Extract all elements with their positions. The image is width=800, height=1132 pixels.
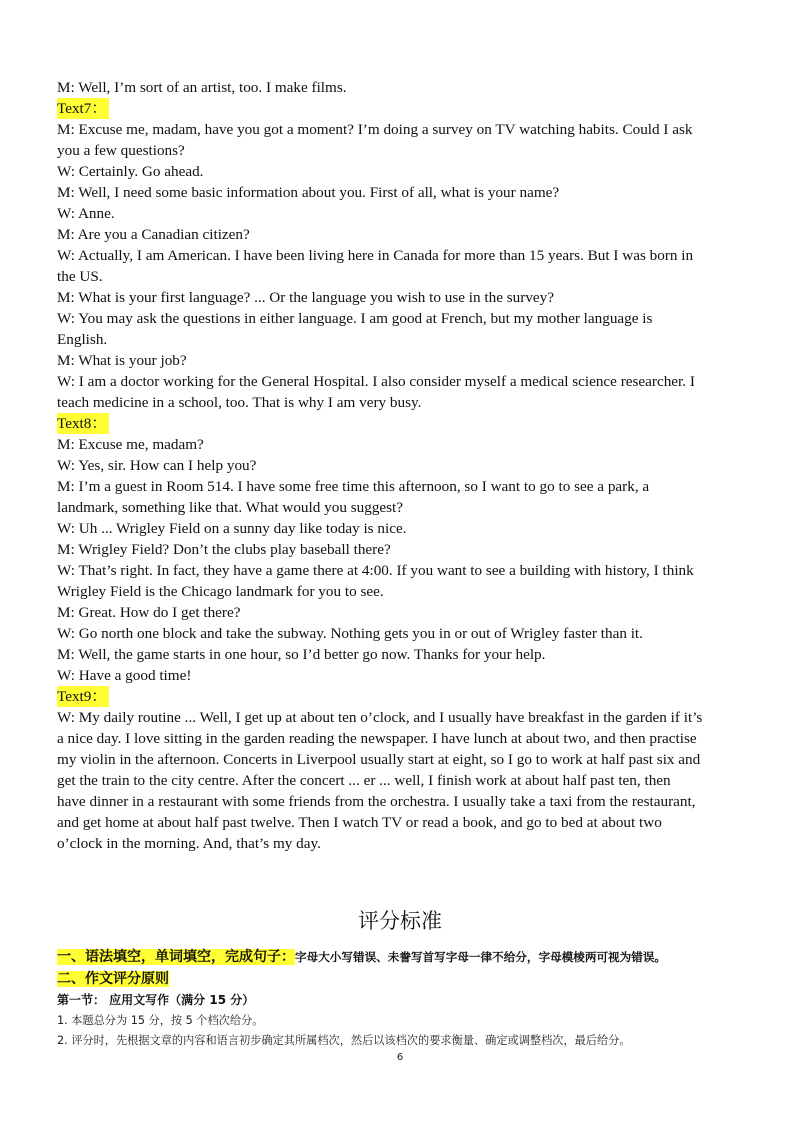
transcript-line: W: Go north one block and take the subway. Nothing gets you in or out of Wrigley faster than it. [57,625,643,642]
transcript-line: W: Certainly. Go ahead. [57,163,204,180]
transcript-line: M: Excuse me, madam, have you got a moment? I’m doing a survey on TV watching habits. Could I ask [57,121,693,138]
scoring-item-2: 2. 评分时，先根据文章的内容和语言初步确定其所属档次，然后以该档次的要求衡量、确定或调整档次，最后给分。 [57,1034,631,1047]
section1-row [57,945,757,967]
section-label-line [57,686,757,707]
section-label-line [57,413,757,434]
transcript-line: o’clock in the morning. And, that’s my day. [57,835,321,852]
transcript-line: English. [57,331,108,348]
transcript-line: and get home at about half past twelve. Then I watch TV or read a book, and go to bed at about two [57,814,662,831]
transcript-line: M: Well, I’m sort of an artist, too. I make films. [57,79,347,96]
transcript-line: a nice day. I love sitting in the garden reading the newspaper. I have lunch at about two, and then practise [57,730,697,747]
section-label-line [57,98,757,119]
transcript-line: M: What is your first language? ... Or the language you wish to use in the survey? [57,289,554,306]
transcript-line: W: I am a doctor working for the General Hospital. I also consider myself a medical science researcher. I [57,373,695,390]
scoring-item-1: 1. 本题总分为 15 分，按 5 个档次给分。 [57,1014,264,1027]
transcript-line: you a few questions? [57,142,185,159]
transcript-line: W: Uh ... Wrigley Field on a sunny day like today is nice. [57,520,407,537]
transcript-line: M: What is your job? [57,352,187,369]
transcript-line: M: Well, the game starts in one hour, so I’d better go now. Thanks for your help. [57,646,546,663]
transcript-line: M: I’m a guest in Room 514. I have some free time this afternoon, so I want to go to see a park, a [57,478,650,495]
transcript-line: W: You may ask the questions in either language. I am good at French, but my mother language is [57,310,653,327]
transcript-line: M: Excuse me, madam? [57,436,204,453]
transcript-line: W: Anne. [57,205,115,222]
transcript-line: M: Wrigley Field? Don’t the clubs play baseball there? [57,541,391,558]
transcript-line: W: Have a good time! [57,667,192,684]
transcript-line: M: Well, I need some basic information about you. First of all, what is your name? [57,184,560,201]
scoring-section [57,945,757,1051]
transcript-line: M: Are you a Canadian citizen? [57,226,250,243]
section2-row [57,967,757,989]
scoring-title: 评分标准 [358,909,442,933]
text-section-label: Text8： [57,415,107,432]
transcript-line: my violin in the afternoon. Concerts in Liverpool usually start at eight, so I go to work at half past six and [57,751,701,768]
transcript-line: M: Great. How do I get there? [57,604,241,621]
transcript-line: W: Yes, sir. How can I help you? [57,457,257,474]
page-number: 6 [396,1052,404,1063]
section1-note: 字母大小写错误、未誊写首写字母一律不给分，字母模棱两可视为错误。 [295,950,667,964]
transcript-body [57,77,757,854]
transcript-line: Wrigley Field is the Chicago landmark for you to see. [57,583,384,600]
transcript-line: landmark, something like that. What would you suggest? [57,499,404,516]
subsection-heading: 第一节： 应用文写作（满分 15 分） [57,993,255,1007]
transcript-line: W: My daily routine ... Well, I get up at about ten o’clock, and I usually have breakfast in the garden if it’s [57,709,703,726]
section2-heading: 二、作文评分原则 [57,971,169,987]
text-section-label: Text9： [57,688,107,705]
transcript-line: have dinner in a restaurant with some friends from the orchestra. I usually take a taxi from the restaurant, [57,793,696,810]
transcript-line: the US. [57,268,103,285]
transcript-line: teach medicine in a school, too. That is why I am very busy. [57,394,422,411]
transcript-line: W: That’s right. In fact, they have a game there at 4:00. If you want to see a building with history, I think [57,562,694,579]
section1-heading: 一、语法填空，单词填空，完成句子： [57,949,295,965]
transcript-line: W: Actually, I am American. I have been living here in Canada for more than 15 years. But I was born in [57,247,694,264]
text-section-label: Text7： [57,100,107,117]
transcript-line: get the train to the city centre. After the concert ... er ... well, I finish work at about half past ten, then [57,772,671,789]
